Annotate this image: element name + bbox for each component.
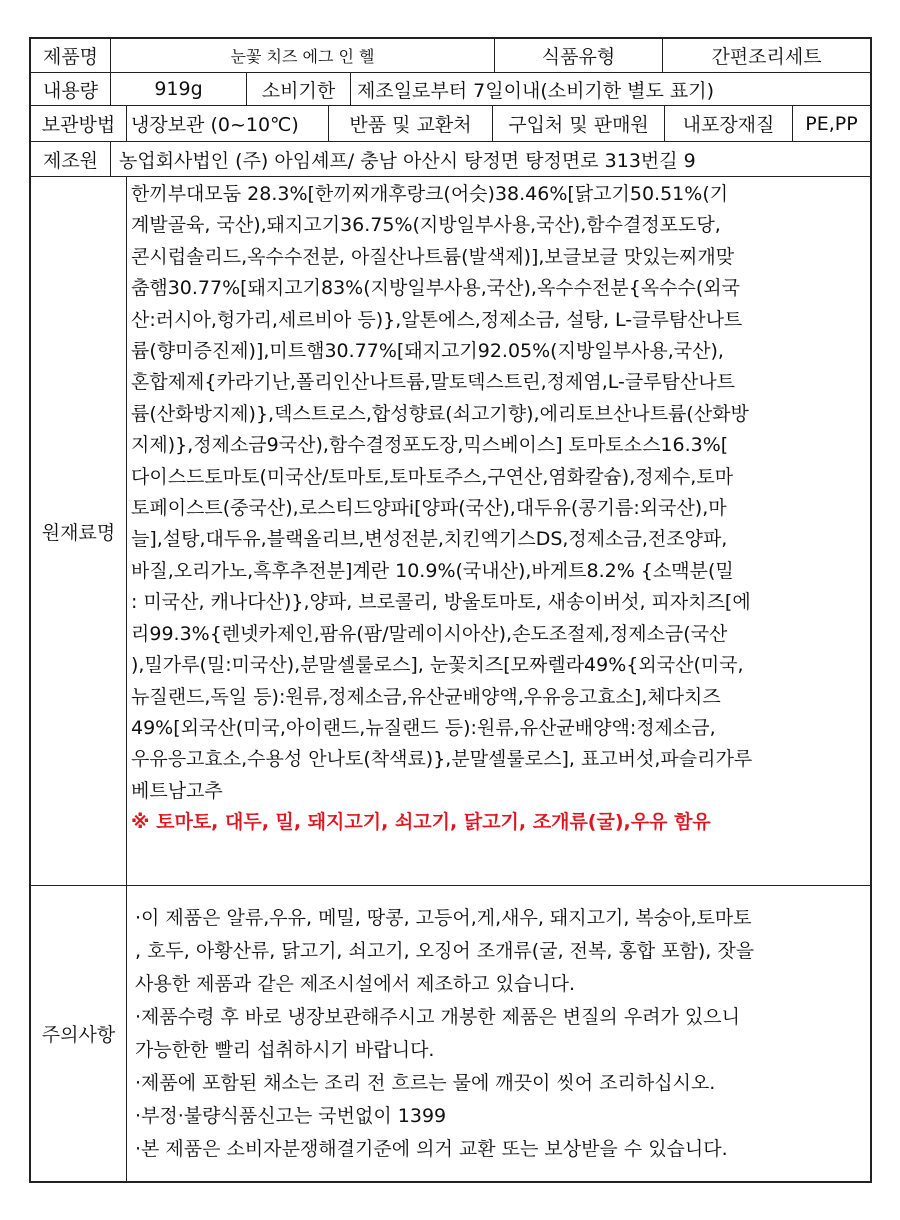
ingredient-line: ),밀가루(밀:미국산),분말셀룰로스], 눈꽃치즈[모짜렐라49%{외국산(미국, xyxy=(131,654,744,677)
ingredients-block xyxy=(31,177,870,886)
ingredient-line: 산:러시아,헝가리,세르비아 등)},알톤에스,정제소금, 설탕, L-글루탐산나트 xyxy=(131,308,743,331)
ingredient-line: 한끼부대모둠 28.3%[한끼찌개후랑크(어슷)38.46%[닭고기50.51%(기 xyxy=(131,183,729,205)
row-storage xyxy=(31,106,870,142)
storage-value: 냉장보관 (0~10℃) xyxy=(127,106,329,141)
row-product-name xyxy=(31,39,870,73)
ingredient-line: 토페이스트(중국산),로스티드양파i[양파(국산),대두유(콩기름:외국산),마 xyxy=(131,497,727,520)
ingredient-line: 바질,오리가노,흑후추전분]계란 10.9%(국내산),바게트8.2% {소맥분(밀 xyxy=(131,559,734,582)
allergen-warning: ※ 토마토, 대두, 밀, 돼지고기, 쇠고기, 닭고기, 조개류(굴),우유 함유 xyxy=(131,811,711,834)
food-type-value: 간편조리세트 xyxy=(711,46,822,68)
ingredient-line: 륨(향미증진제)],미트햄30.77%[돼지고기92.05%(지방일부사용,국산), xyxy=(131,340,724,363)
expiry-value: 제조일로부터 7일이내(소비기한 별도 표기) xyxy=(357,79,715,102)
manufacturer-label: 제조원 xyxy=(31,142,111,176)
ingredient-line: 리99.3%{렌넷카제인,팜유(팜/말레이시아산),손도조절제,정제소금(국산 xyxy=(131,622,728,645)
ingredient-line: 베트남고추 xyxy=(131,779,223,802)
caution-block xyxy=(31,886,870,1181)
quantity-value: 919g xyxy=(111,73,247,105)
ingredient-line: 뉴질랜드,독일 등):원류,정제소금,유산균배양액,우유응고효소],체다치즈 xyxy=(131,685,721,708)
expiry-label: 소비기한 xyxy=(247,73,351,105)
food-type-label: 식품유형 xyxy=(495,39,663,72)
ingredient-line: 춤햄30.77%[돼지고기83%(지방일부사용,국산),옥수수전분{옥수수(외국 xyxy=(131,277,740,300)
ingredient-line: 49%[외국산(미국,아이랜드,뉴질랜드 등):원류,유산균배양액:정제소금, xyxy=(131,716,716,739)
product-name-value: 눈꽃 치즈 에그 인 헬 xyxy=(111,39,495,72)
row-quantity xyxy=(31,73,870,106)
caution-line: ·제품수령 후 바로 냉장보관해주시고 개봉한 제품은 변질의 우려가 있으니 xyxy=(135,1006,740,1028)
row-manufacturer xyxy=(31,142,870,177)
caution-line: ·제품에 포함된 채소는 조리 전 흐르는 물에 깨끗이 씻어 조리하십시오. xyxy=(135,1072,716,1094)
caution-line: ·본 제품은 소비자분쟁해결기준에 의거 교환 또는 보상받을 수 있습니다. xyxy=(135,1138,728,1160)
caution-line: 가능한한 빨리 섭취하시기 바랍니다. xyxy=(135,1039,435,1061)
packaging-label: 내포장재질 xyxy=(665,106,793,141)
ingredient-line: 콘시럽솔리드,옥수수전분, 아질산나트륨(발색제)],보글보글 맛있는찌개맞 xyxy=(131,245,735,268)
manufacturer-value: 농업회사법인 (주) 아임셰프/ 충남 아산시 탕정면 탕정면로 313번길 9 xyxy=(119,149,696,172)
ingredients-label: 원재료명 xyxy=(31,177,127,885)
ingredient-line: 다이스드토마토(미국산/토마토,토마토주스,구연산,염화칼슘),정제수,토마 xyxy=(131,465,734,488)
packaging-value: PE,PP xyxy=(805,112,858,135)
product-info-table xyxy=(29,37,872,1183)
ingredient-line: 지제)},정제소금9국산),함수결정포도장,믹스베이스] 토마토소스16.3%[ xyxy=(131,434,729,457)
quantity-label: 내용량 xyxy=(31,73,111,105)
ingredient-line: 혼합제제{카라기난,폴리인산나트륨,말토덱스트린,정제염,L-글루탐산나트 xyxy=(131,371,735,394)
ingredient-line: 륨(산화방지제)},덱스트로스,합성향료(쇠고기향),에리토브산나트륨(산화방 xyxy=(131,402,749,425)
ingredient-line: : 미국산, 캐나다산)},양파, 브로콜리, 방울토마토, 새송이버섯, 피자치즈[에 xyxy=(131,591,751,614)
caution-line: ·부정·불량식품신고는 국번없이 1399 xyxy=(135,1105,447,1127)
caution-label: 주의사항 xyxy=(31,886,127,1181)
caution-line: 사용한 제품과 같은 제조시설에서 제조하고 있습니다. xyxy=(135,973,576,995)
return-value: 구입처 및 판매원 xyxy=(493,106,665,141)
product-name-label: 제품명 xyxy=(31,39,111,72)
storage-label: 보관방법 xyxy=(31,106,127,141)
ingredient-line: 늘],설탕,대두유,블랙올리브,변성전분,치킨엑기스DS,정제소금,전조양파, xyxy=(131,528,728,551)
ingredients-text xyxy=(127,177,870,885)
caution-text xyxy=(127,886,870,1181)
caution-line: , 호두, 아황산류, 닭고기, 쇠고기, 오징어 조개류(굴, 전복, 홍합 포함), 잣을 xyxy=(135,940,755,962)
ingredient-line: 우유응고효소,수용성 안나토(착색료)},분말셀룰로스], 표고버섯,파슬리가루 xyxy=(131,748,753,771)
ingredient-line: 계발골육, 국산),돼지고기36.75%(지방일부사용,국산),함수결정포도당, xyxy=(131,214,721,237)
caution-line: ·이 제품은 알류,우유, 메밀, 땅콩, 고등어,게,새우, 돼지고기, 복숭아,토마토 xyxy=(135,907,752,929)
return-label: 반품 및 교환처 xyxy=(329,106,493,141)
